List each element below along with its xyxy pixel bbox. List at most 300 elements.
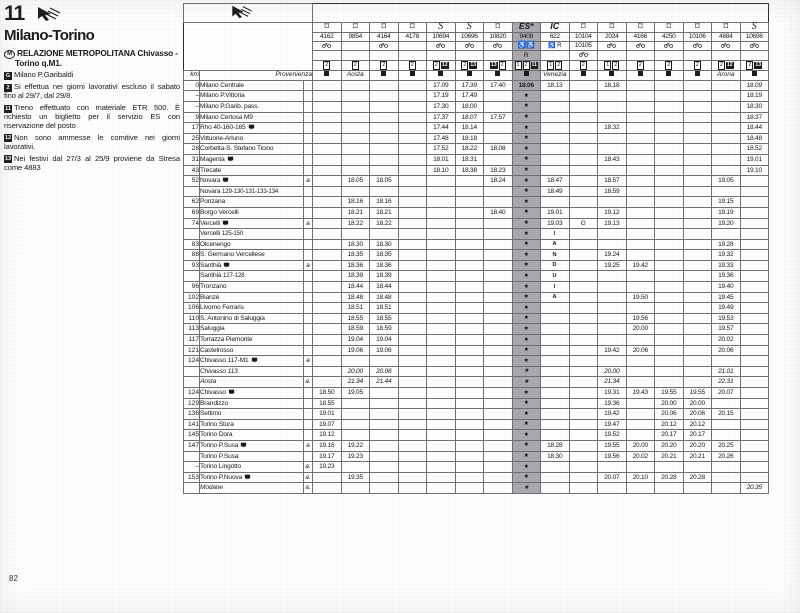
departure-time: 20.35: [740, 483, 769, 494]
departure-time: [370, 154, 399, 165]
departure-time: [683, 335, 712, 346]
departure-time: 17.52: [427, 144, 456, 155]
metro-relation-text: RELAZIONE METROPOLITANA Chivasso -: [17, 48, 178, 58]
departure-time: [740, 324, 769, 335]
departure-time: [313, 207, 342, 218]
departure-time: 17.39: [455, 80, 484, 91]
train-class: [313, 60, 342, 70]
departure-time: [512, 91, 541, 102]
departure-time: 18.57: [598, 176, 627, 187]
train-category: S: [427, 22, 456, 32]
departure-time: 20.02: [712, 335, 741, 346]
star-marker-icon: ★: [523, 103, 529, 110]
train-class: [341, 60, 370, 70]
departure-time: [569, 282, 598, 293]
square-marker-icon: [666, 71, 671, 76]
departure-time: [740, 239, 769, 250]
departure-time: [398, 430, 427, 441]
departure-time: [683, 260, 712, 271]
km-value: 52: [184, 176, 200, 187]
legend-note-text: Treno effettuato con materiale ETR 500. È richiesto un biglietto per il servizio ES con riservazione del posto: [4, 103, 180, 130]
departure-time: [398, 398, 427, 409]
departure-time: [541, 101, 570, 112]
departure-time: [484, 335, 513, 346]
departure-time: [655, 133, 684, 144]
bicycle-icon: [370, 41, 399, 51]
km-value: 93: [184, 260, 200, 271]
class-badge: 2: [667, 62, 671, 69]
train-number: 4884: [712, 32, 741, 41]
station-name: Santhià 127-128: [200, 271, 304, 282]
departure-time: [712, 80, 741, 91]
route-number: 11: [4, 2, 25, 25]
departure-time: [398, 144, 427, 155]
class-badge: 2: [614, 62, 618, 69]
departure-time: [455, 313, 484, 324]
train-number: 10106: [683, 32, 712, 41]
departure-time: [455, 197, 484, 208]
departure-time: 20.26: [712, 451, 741, 462]
departure-time: [655, 335, 684, 346]
departure-time: [626, 430, 655, 441]
train-number: 622: [541, 32, 570, 41]
train-name-letter: D: [552, 262, 557, 269]
star-marker-icon: ★: [523, 114, 529, 121]
departure-time: [398, 377, 427, 388]
departure-time: [455, 303, 484, 314]
class-badge: 2: [557, 62, 561, 69]
departure-time: [427, 250, 456, 261]
departure-time: 18.31: [455, 154, 484, 165]
departure-time: [740, 260, 769, 271]
departure-time: [313, 91, 342, 102]
departure-time: G: [569, 218, 598, 229]
departure-time: [370, 229, 399, 240]
departure-time: [541, 229, 570, 240]
train-category: ⌑: [341, 22, 370, 32]
departure-time: [512, 472, 541, 483]
train-class: [512, 60, 541, 70]
departure-time: [313, 313, 342, 324]
departure-time: [512, 409, 541, 420]
departure-time: [712, 462, 741, 473]
departure-time: [427, 356, 456, 367]
header-spacer: [541, 51, 570, 61]
departure-time: [427, 398, 456, 409]
arrival-marker: a.: [304, 462, 313, 473]
departure-time: [598, 239, 627, 250]
departure-time: [313, 303, 342, 314]
train-category: ⌑: [313, 22, 342, 32]
station-name: Ponzana: [200, 197, 304, 208]
star-marker-icon: ★: [523, 156, 529, 163]
departure-time: [370, 472, 399, 483]
header-spacer: [655, 51, 684, 61]
departure-time: [598, 282, 627, 293]
table-row: [184, 271, 769, 282]
departure-time: [626, 250, 655, 261]
departure-time: [655, 250, 684, 261]
table-row: [184, 260, 769, 271]
departure-time: [569, 324, 598, 335]
departure-time: 19.56: [626, 313, 655, 324]
star-marker-icon: ★: [523, 368, 529, 375]
departure-time: [740, 345, 769, 356]
departure-time: 18.32: [598, 123, 627, 134]
class-badge: 1: [606, 62, 610, 69]
departure-time: [341, 186, 370, 197]
star-marker-icon: ★: [523, 400, 529, 407]
star-marker-icon: ★: [523, 347, 529, 354]
star-marker-icon: ★: [523, 336, 529, 343]
departure-time: [484, 472, 513, 483]
departure-time: [683, 282, 712, 293]
arrival-marker: [304, 419, 313, 430]
departure-time: 18.13: [541, 80, 570, 91]
departure-time: [398, 260, 427, 271]
departure-time: [512, 144, 541, 155]
table-row: [184, 197, 769, 208]
departure-time: [655, 80, 684, 91]
table-row: [184, 451, 769, 462]
departure-time: 18.00: [455, 101, 484, 112]
departure-time: [512, 483, 541, 494]
departure-time: [313, 356, 342, 367]
train-class: [712, 60, 741, 70]
departure-time: [712, 133, 741, 144]
star-marker-icon: ★: [523, 209, 529, 216]
departure-time: [398, 324, 427, 335]
header-spacer: [626, 51, 655, 61]
arrival-marker: [304, 101, 313, 112]
departure-time: [598, 144, 627, 155]
departure-time: [455, 377, 484, 388]
departure-time: [626, 229, 655, 240]
departure-time: 21.01: [712, 366, 741, 377]
departure-time: [712, 356, 741, 367]
departure-time: 18.18: [598, 80, 627, 91]
bicycle-icon: ♿ R: [541, 41, 570, 51]
departure-time: 18.24: [484, 176, 513, 187]
route-title: Milano-Torino: [4, 27, 95, 44]
departure-time: [569, 250, 598, 261]
departure-time: [370, 440, 399, 451]
star-marker-icon: ★: [523, 135, 529, 142]
departure-time: 18.19: [740, 91, 769, 102]
departure-time: [427, 366, 456, 377]
departure-time: [398, 154, 427, 165]
train-number: 4162: [313, 32, 342, 41]
station-name: Castelrosso: [200, 345, 304, 356]
departure-time: [427, 483, 456, 494]
train-category: ⌑: [598, 22, 627, 32]
departure-time: 19.32: [712, 250, 741, 261]
departure-time: [455, 292, 484, 303]
departure-time: 18.51: [341, 303, 370, 314]
symbol-badge: 12: [441, 62, 448, 69]
departure-time: [512, 462, 541, 473]
departure-time: [484, 218, 513, 229]
departure-time: 17.44: [427, 123, 456, 134]
arrival-marker: [304, 282, 313, 293]
departure-time: [598, 483, 627, 494]
arrival-marker: [304, 451, 313, 462]
table-row: [184, 207, 769, 218]
departure-time: [655, 239, 684, 250]
departure-time: [712, 144, 741, 155]
departure-time: 18.36: [370, 260, 399, 271]
departure-time: [512, 123, 541, 134]
departure-time: 19.55: [598, 440, 627, 451]
departure-time: [541, 112, 570, 123]
departure-time: 18.59: [370, 324, 399, 335]
table-row: [184, 430, 769, 441]
departure-time: [541, 197, 570, 208]
departure-time: [569, 462, 598, 473]
station-name: Novara 129-130-131-133-134: [200, 186, 304, 197]
departure-time: [541, 472, 570, 483]
departure-time: 17.48: [427, 133, 456, 144]
departure-time: [740, 462, 769, 473]
departure-time: [512, 271, 541, 282]
departure-time: 19.55: [683, 388, 712, 399]
departure-time: 19.40: [712, 282, 741, 293]
km-value: 69: [184, 207, 200, 218]
class-badge: 2: [463, 62, 467, 69]
departure-time: [740, 440, 769, 451]
departure-time: [313, 123, 342, 134]
departure-time: [541, 91, 570, 102]
departure-time: 17.40: [484, 80, 513, 91]
departure-time: 20.20: [683, 440, 712, 451]
departure-time: [341, 144, 370, 155]
departure-time: [740, 377, 769, 388]
departure-time: 20.06: [683, 409, 712, 420]
departure-time: [569, 430, 598, 441]
bicycle-icon: [398, 41, 427, 51]
departure-time: [484, 409, 513, 420]
departure-time: 20.06: [370, 366, 399, 377]
departure-time: 18.06: [512, 80, 541, 91]
departure-time: 19.12: [313, 430, 342, 441]
departure-time: 19.20: [712, 218, 741, 229]
departure-time: [398, 451, 427, 462]
train-origin: [740, 70, 769, 80]
star-marker-icon: ★: [523, 230, 529, 237]
departure-time: 18.05: [341, 176, 370, 187]
km-value: [184, 186, 200, 197]
departure-time: [313, 229, 342, 240]
class-badge: 2: [434, 62, 438, 69]
star-marker-icon: ★: [523, 389, 529, 396]
departure-time: [683, 345, 712, 356]
star-marker-icon: ★: [523, 294, 529, 301]
departure-time: [484, 377, 513, 388]
departure-time: [683, 197, 712, 208]
departure-time: [484, 313, 513, 324]
departure-time: [455, 472, 484, 483]
departure-time: [427, 218, 456, 229]
arrival-marker: [304, 409, 313, 420]
departure-time: 20.17: [683, 430, 712, 441]
train-name-letter: A: [552, 241, 557, 248]
departure-time: [626, 483, 655, 494]
departure-time: [712, 165, 741, 176]
legend-note: [4, 104, 180, 131]
class-badge: 2: [500, 62, 504, 69]
departure-time: [569, 229, 598, 240]
departure-time: [427, 388, 456, 399]
square-marker-icon: [638, 71, 643, 76]
train-name-letter: I: [553, 230, 556, 237]
departure-time: [313, 335, 342, 346]
departure-time: [427, 197, 456, 208]
departure-time: [455, 388, 484, 399]
km-value: 147: [184, 440, 200, 451]
arrival-marker: [304, 430, 313, 441]
km-value: [184, 451, 200, 462]
departure-time: 19.53: [712, 313, 741, 324]
departure-time: 18.44: [740, 123, 769, 134]
departure-time: [398, 282, 427, 293]
train-class: [455, 60, 484, 70]
departure-time: [341, 91, 370, 102]
km-value: [184, 229, 200, 240]
departure-time: [683, 123, 712, 134]
arrival-marker: [304, 133, 313, 144]
legend-note-text: Milano P.Garibaldi: [14, 70, 74, 80]
departure-time: 20.21: [683, 451, 712, 462]
departure-time: [313, 239, 342, 250]
departure-time: 21.34: [598, 377, 627, 388]
star-marker-icon: ★: [523, 315, 529, 322]
arrival-marker: [304, 335, 313, 346]
km-value: 62: [184, 197, 200, 208]
departure-time: [655, 207, 684, 218]
departure-time: [683, 176, 712, 187]
station-name: Torino P.Susa: [200, 451, 304, 462]
departure-time: [683, 250, 712, 261]
star-marker-icon: ★: [523, 442, 529, 449]
departure-time: [541, 419, 570, 430]
departure-time: [313, 483, 342, 494]
header-spacer: [427, 51, 456, 61]
departure-time: [313, 260, 342, 271]
km-value: 28: [184, 144, 200, 155]
departure-time: [512, 260, 541, 271]
departure-time: [655, 282, 684, 293]
departure-time: [455, 176, 484, 187]
departure-time: 19.01: [541, 207, 570, 218]
star-marker-icon: ★: [523, 272, 529, 279]
train-origin: Arona: [712, 70, 741, 80]
departure-time: [626, 419, 655, 430]
departure-time: [740, 303, 769, 314]
departure-time: [455, 483, 484, 494]
departure-time: [484, 324, 513, 335]
departure-time: 18.16: [341, 197, 370, 208]
departure-time: [655, 324, 684, 335]
star-marker-icon: ★: [523, 484, 529, 491]
route-legend: [4, 4, 180, 172]
km-value: 17: [184, 123, 200, 134]
departure-time: [569, 133, 598, 144]
train-name-letter: N: [552, 251, 557, 258]
departure-time: 20.07: [712, 388, 741, 399]
departure-time: [740, 250, 769, 261]
departure-time: [427, 430, 456, 441]
departure-time: [598, 313, 627, 324]
departure-time: [512, 345, 541, 356]
class-badge: 2: [638, 62, 642, 69]
departure-time: [626, 144, 655, 155]
station-name: Chivasso 117-M1: [200, 356, 304, 367]
departure-time: [740, 430, 769, 441]
departure-time: [398, 483, 427, 494]
departure-time: [740, 207, 769, 218]
departure-time: [512, 165, 541, 176]
table-row: [184, 472, 769, 483]
departure-time: [427, 292, 456, 303]
header-spacer: [598, 51, 627, 61]
train-category: ⌑: [398, 22, 427, 32]
station-name: Olcenengo: [200, 239, 304, 250]
departure-time: [712, 112, 741, 123]
departure-time: [313, 282, 342, 293]
departure-time: [683, 112, 712, 123]
departure-time: [427, 462, 456, 473]
departure-time: [313, 250, 342, 261]
departure-time: [683, 324, 712, 335]
table-row: [184, 419, 769, 430]
departure-time: [455, 462, 484, 473]
departure-time: [626, 462, 655, 473]
train-origin: [626, 70, 655, 80]
departure-time: [398, 186, 427, 197]
departure-time: [740, 419, 769, 430]
departure-time: [455, 419, 484, 430]
departure-time: [370, 451, 399, 462]
table-row: [184, 345, 769, 356]
km-value: [184, 271, 200, 282]
km-value: 121: [184, 345, 200, 356]
departure-time: [598, 303, 627, 314]
station-name: Chivasso: [200, 388, 304, 399]
departure-time: [455, 356, 484, 367]
km-value: 124: [184, 356, 200, 367]
header-number2-row: [184, 41, 769, 51]
departure-time: 18.40: [484, 207, 513, 218]
class-badge: 2: [382, 62, 386, 69]
departure-time: [370, 419, 399, 430]
departure-time: 20.20: [655, 440, 684, 451]
departure-time: [512, 377, 541, 388]
departure-time: 18.44: [341, 282, 370, 293]
train-category: ES*: [512, 22, 541, 32]
departure-time: [598, 165, 627, 176]
departure-time: [512, 229, 541, 240]
km-value: 31: [184, 154, 200, 165]
star-marker-icon: ★: [523, 357, 529, 364]
station-name: Milano Certosa M9: [200, 112, 304, 123]
departure-time: [569, 356, 598, 367]
symbol-badge: 12: [726, 62, 733, 69]
departure-time: [484, 483, 513, 494]
departure-time: [740, 472, 769, 483]
departure-time: [455, 409, 484, 420]
table-row: [184, 80, 769, 91]
station-name: Trecate: [200, 165, 304, 176]
